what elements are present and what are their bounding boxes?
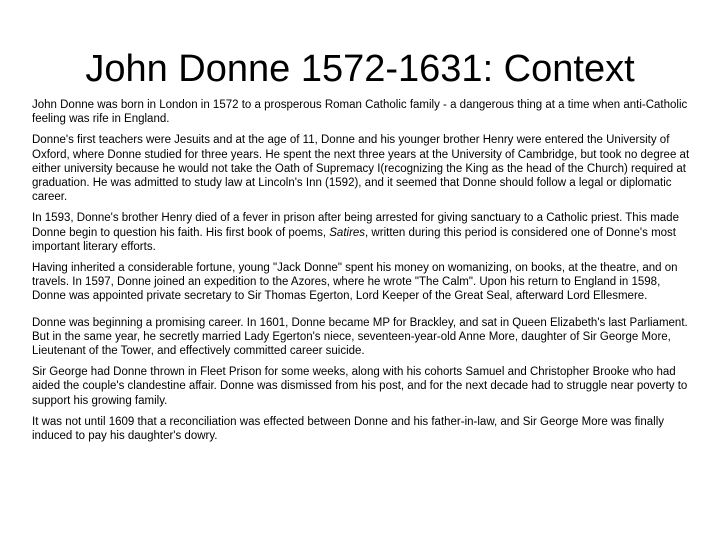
slide-title: John Donne 1572-1631: Context (85, 48, 635, 90)
paragraph-brother-satires (32, 211, 692, 254)
paragraph-birth: John Donne was born in London in 1572 to a prosperous Roman Catholic family - a dangerous thing at a time when anti-Catholic feeling was rife in England. (32, 99, 688, 126)
paragraph-brother-satires-after: , written during this period is considered one of Donne's most important literary efforts. (32, 226, 676, 253)
satires-title: Satires (329, 226, 366, 239)
paragraph-fortune-travels: Having inherited a considerable fortune, young "Jack Donne" spent his money on womanizing, on books, at the theatre, and on travels. In 1597, Donne joined an expedition to the Azores, where he wrote "The Calm". Upon his return to England in 1598, Donne was appointed private secretary to Sir Thomas Egerton, Lord Keeper of the Great Seal, afterward Lord Ellesmere. (32, 262, 678, 303)
paragraph-career-marriage: Donne was beginning a promising career. In 1601, Donne became MP for Brackley, and sat in Queen Elizabeth's last Parliament. But in the same year, he secretly married Lady Egerton's niece, seventeen-year-old Anne More, daughter of Sir George More, Lieutenant of the Tower, and effectively committed career suicide. (32, 316, 688, 358)
paragraph-reconciliation: It was not until 1609 that a reconciliation was effected between Donne and his father-in-law, and Sir George More was finally induced to pay his daughter's dowry. (32, 415, 665, 443)
paragraph-education: Donne's first teachers were Jesuits and at the age of 11, Donne and his younger brother Henry were entered the University of Oxford, where Donne studied for three years. He spent the next three years at the University of Cambridge, but took no degree at either university because he would not take the Oath of Supremacy I(recognizing the King as the head of the Church) required at graduation. He was admitted to study law at Lincoln's Inn (1592), and it seemed that Donne should follow a legal or diplomatic career. (32, 134, 690, 204)
slide-body (32, 98, 692, 450)
paragraph-fleet-prison: Sir George had Donne thrown in Fleet Prison for some weeks, along with his cohorts Samuel and Christopher Brooke who had aided the couple's clandestine affair. Donne was dismissed from his post, and for the next decade had to struggle near poverty to support his growing family. (32, 366, 688, 407)
paragraph-brother-satires-before: In 1593, Donne's brother Henry died of a fever in prison after being arrested for giving sanctuary to a Catholic priest. This made Donne begin to question his faith. His first book of poems, (32, 212, 679, 239)
